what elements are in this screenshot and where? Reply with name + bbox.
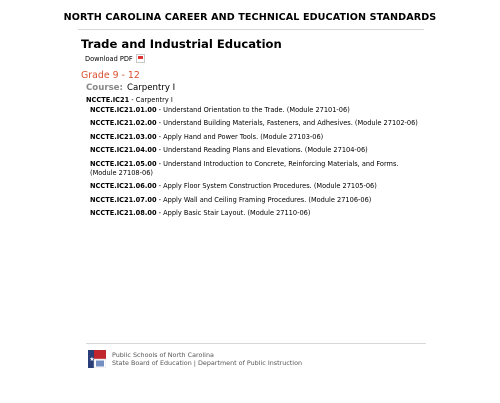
- standard-code: NCCTE.IC21.08.00: [90, 209, 157, 218]
- standard-text: Understand Introduction to Concrete, Reinforcing Materials, and Forms. (Module 27108-06): [90, 159, 399, 178]
- course-heading: [86, 83, 175, 93]
- standard-text: Apply Floor System Construction Procedures. (Module 27105-06): [163, 182, 377, 191]
- grade-range: Grade 9 - 12: [81, 70, 140, 81]
- standard-item: NCCTE.IC21.08.00 - Apply Basic Stair Layout. (Module 27110-06): [90, 209, 311, 218]
- standards-list: [90, 106, 420, 223]
- standard-code: NCCTE.IC21.02.00: [90, 119, 157, 128]
- standard-item: NCCTE.IC21.07.00 - Apply Wall and Ceiling Framing Procedures. (Module 27106-06): [90, 195, 372, 204]
- standard-code: NCCTE.IC21.06.00: [90, 182, 157, 191]
- download-pdf-label[interactable]: Download PDF: [85, 54, 133, 63]
- unit-code: NCCTE.IC21: [86, 96, 130, 104]
- download-pdf-link[interactable]: [85, 54, 145, 63]
- site-header-title: NORTH CAROLINA CAREER AND TECHNICAL EDUCATION STANDARDS: [63, 12, 437, 23]
- standard-code: NCCTE.IC21.03.00: [90, 132, 157, 141]
- standard-text: Apply Wall and Ceiling Framing Procedures. (Module 27106-06): [163, 195, 372, 204]
- unit-name: Carpentry I: [135, 96, 173, 104]
- standard-text: Apply Basic Stair Layout. (Module 27110-06): [163, 209, 311, 218]
- course-label: Course:: [86, 83, 123, 93]
- page-title: Trade and Industrial Education: [81, 37, 282, 51]
- standard-text: Understand Building Materials, Fasteners, and Adhesives. (Module 27102-06): [163, 119, 418, 128]
- standard-code: NCCTE.IC21.01.00: [90, 106, 157, 114]
- standard-item: NCCTE.IC21.06.00 - Apply Floor System Construction Procedures. (Module 27105-06): [90, 182, 377, 191]
- unit-heading: NCCTE.IC21 - Carpentry I: [86, 96, 173, 104]
- course-name: Carpentry I: [126, 83, 176, 93]
- standard-item: NCCTE.IC21.05.00 - Understand Introduction to Concrete, Reinforcing Materials, and Forms. (Module 27108-06): [90, 159, 399, 178]
- standard-code: NCCTE.IC21.07.00: [90, 195, 157, 204]
- standard-text: Understand Orientation to the Trade. (Module 27101-06): [163, 106, 350, 114]
- standard-item: NCCTE.IC21.01.00 - Understand Orientation to the Trade. (Module 27101-06): [90, 106, 350, 114]
- footer-text: [112, 351, 302, 367]
- standard-text: Apply Hand and Power Tools. (Module 27103-06): [163, 132, 324, 141]
- pdf-icon[interactable]: [136, 54, 145, 63]
- standard-item: NCCTE.IC21.03.00 - Apply Hand and Power Tools. (Module 27103-06): [90, 132, 324, 141]
- nc-flag-logo-icon: [88, 350, 106, 368]
- standard-text: Understand Reading Plans and Elevations. (Module 27104-06): [163, 146, 368, 155]
- standard-item: NCCTE.IC21.02.00 - Understand Building Materials, Fasteners, and Adhesives. (Module 27102-06): [90, 119, 418, 128]
- standard-item: NCCTE.IC21.04.00 - Understand Reading Plans and Elevations. (Module 27104-06): [90, 146, 368, 155]
- svg-text:★: ★: [89, 356, 95, 363]
- standard-code: NCCTE.IC21.05.00: [90, 159, 157, 168]
- footer-line-2: State Board of Education | Department of Public Instruction: [112, 359, 303, 367]
- standard-code: NCCTE.IC21.04.00: [90, 146, 157, 155]
- footer-line-1: Public Schools of North Carolina: [112, 351, 214, 359]
- header-divider: [78, 29, 424, 30]
- footer-divider: [86, 343, 426, 344]
